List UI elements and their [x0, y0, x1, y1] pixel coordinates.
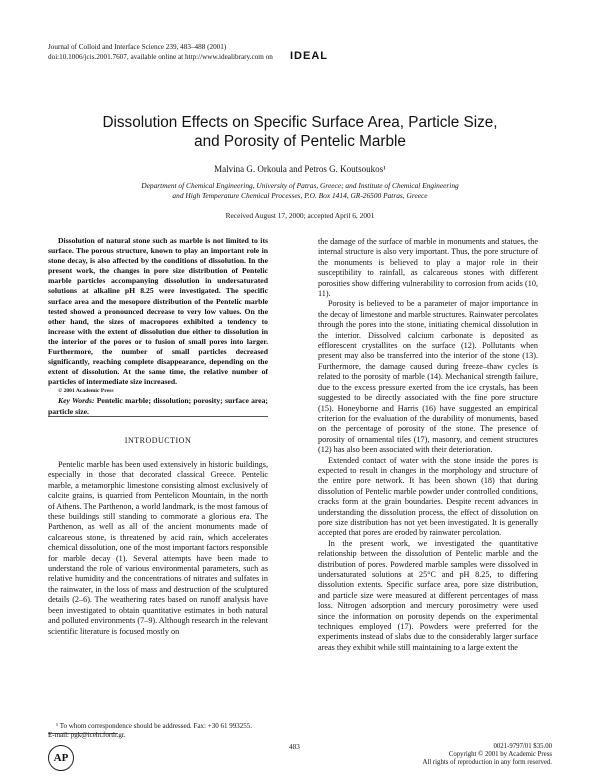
- publisher-seal: [48, 745, 74, 771]
- doi-line: doi:10.1006/jcis.2001.7607, available online at http://www.idealibrary.com on: [48, 53, 273, 61]
- footnote-line-2: E-mail: pgk@iceht.forth.gr.: [48, 731, 126, 739]
- page-number: 483: [289, 743, 300, 751]
- title-line-2: and Porosity of Pentelic Marble: [194, 133, 406, 150]
- right-column-body: [318, 237, 538, 653]
- keywords-text: Pentelic marble; dissolution; porosity; surface area; particle size.: [48, 396, 268, 416]
- keywords: [48, 396, 268, 416]
- rights-reserved: All rights of reproduction in any form reserved.: [422, 759, 552, 767]
- journal-citation: Journal of Colloid and Interface Science 239, 483–488 (2001): [48, 43, 227, 51]
- affiliation: [100, 181, 500, 201]
- right-paragraph-3: Extended contact of water with the stone inside the pores is expected to result in changes in the morphology and structure of the entire pore network. It has been shown (18) that during dissolution of Pentelic marble powder under controlled conditions, cracks form at the grain boundaries. Despite recent advances in understanding the dissolution process, the effect of dissolution on pore size distribution has not yet been investigated. It is generally accepted that pores are eroded by rainwater percolation.: [318, 455, 538, 538]
- abstract-copyright: © 2001 Academic Press: [58, 388, 114, 395]
- footnote: [48, 722, 268, 740]
- affiliation-line-2: and High Temperature Chemical Processes, P.O. Box 1414, GR-26500 Patras, Greece: [172, 191, 428, 200]
- footnote-line-1: ¹ To whom correspondence should be addressed. Fax: +30 61 993255.: [56, 722, 252, 730]
- right-paragraph-4: In the present work, we investigated the quantitative relationship between the dissolution of Pentelic marble and the distribution of pores. Powdered marble samples were dissolved in undersaturated solutions at 25°C and pH 8.25, to differing dissolution extents. Specific surface area, pore size distribution, and particle size were measured at different percentages of mass loss. Nitrogen adsorption and mercury porosimetry were used since the information on porosity depends on the experimental techniques employed (17). Powders were preferred for the experiments instead of slabs due to the considerably larger surface areas they exhibit while still maintaining to a large extent the: [318, 538, 538, 652]
- authors: Malvina G. Orkoula and Petros G. Koutsoukos¹: [214, 164, 386, 174]
- right-paragraph-2: Porosity is believed to be a parameter of major importance in the decay of limestone and marble structures. Rainwater percolates through the pores into the stone, initiating chemical dissolution in the interior. Dissolved calcium carbonate is deposited as efflorescent crystallites on the surface (12). Pollutants when present may also be transferred into the interior of the stone (13). Furthermore, the damage caused during freeze–thaw cycles is related to the porosity of marble (14). Mechanical strength failure, due to the excess pressure exerted from the ice crystals, has been suggested to be directly associated with the fine pore structure (15). Honeyborne and Harris (16) have suggested an empirical criterion for the evaluation of the durability of monuments, based on the percentage of porosity of the stone. The presence of porosity of ornamental tiles (17), masonry, and cement structures (12) has also been associated with their deterioration.: [318, 299, 538, 455]
- affiliation-line-1: Department of Chemical Engineering, University of Patras, Greece; and Institute of Chemical Engineering: [141, 181, 459, 190]
- received-dates: Received August 17, 2000; accepted April 6, 2001: [225, 211, 375, 220]
- rights-block: [380, 743, 552, 768]
- abstract-rule: [48, 416, 268, 417]
- ideal-logo: [290, 50, 328, 62]
- ideal-logo-text: IDEAL: [290, 50, 328, 62]
- footer-copyright: Copyright © 2001 by Academic Press: [448, 751, 552, 759]
- issn: 0021-9797/01 $35.00: [493, 743, 552, 750]
- article-title: [60, 113, 540, 151]
- right-paragraph-1: the damage of the surface of marble in monuments and statues, the internal structure is also very important. Thus, the pore structure of the monuments is believed to play a major role in their susceptibility to rainfall, as calcareous stones with different porosities show differing vulnerability to corrosion from acids (10, 11).: [318, 237, 538, 299]
- keywords-label: Key Words:: [58, 396, 95, 406]
- abstract: [48, 236, 268, 417]
- abstract-text: Dissolution of natural stone such as marble is not limited to its surface. The porous structure, known to play an important role in stone decay, is also affected by the conditions of dissolution. In the present work, the changes in pore size distribution of Pentelic marble particles accompanying dissolution in undersaturated solutions at alkaline pH 8.25 were investigated. The specific surface area and the mesopore distribution of the Pentelic marble tested showed a pronounced decrease to very low values. On the other hand, the sizes of macropores exhibited a tendency to increase with the extent of dissolution due either to dissolution in the interior of the pores or to fusion of small pores into larger. Furthermore, the number of small particles decreased significantly, reaching complete disappearance, depending on the extent of dissolution. At the same time, the relative number of particles of intermediate size increased.: [48, 236, 268, 387]
- intro-paragraph: Pentelic marble has been used extensively in historic buildings, especially in those that decorated classical Greece. Pentelic marble, a metamorphic limestone consisting almost exclusively of calcite grains, is quarried from Pentelicon Mountain, in the north of Athens. The Parthenon, a world landmark, is the most famous of these buildings still standing to commorate a glorious era. The Parthenon, as well as all of the ancient monuments made of calcareous stone, is threatened by acid rain, which accelerates chemical dissolution, one of the most important factors responsible for marble decay (1). Several attempts have been made to understand the role of various environmental parameters, such as relative humidity and the concentrations of nitrates and sulfates in the rainwater, in the loss of mass and destruction of the sculptured details (2–6). The weathering rates based on runoff analysis have been investigated to obtain quantitative estimates in both natural and polluted environments (7–9). Although research in the relevant scientific literature is focused mostly on: [48, 460, 268, 636]
- left-column-body: [48, 460, 268, 637]
- title-line-1: Dissolution Effects on Specific Surface Area, Particle Size,: [102, 114, 498, 131]
- section-heading-introduction: INTRODUCTION: [124, 436, 192, 445]
- seal-letter: AP: [53, 752, 69, 764]
